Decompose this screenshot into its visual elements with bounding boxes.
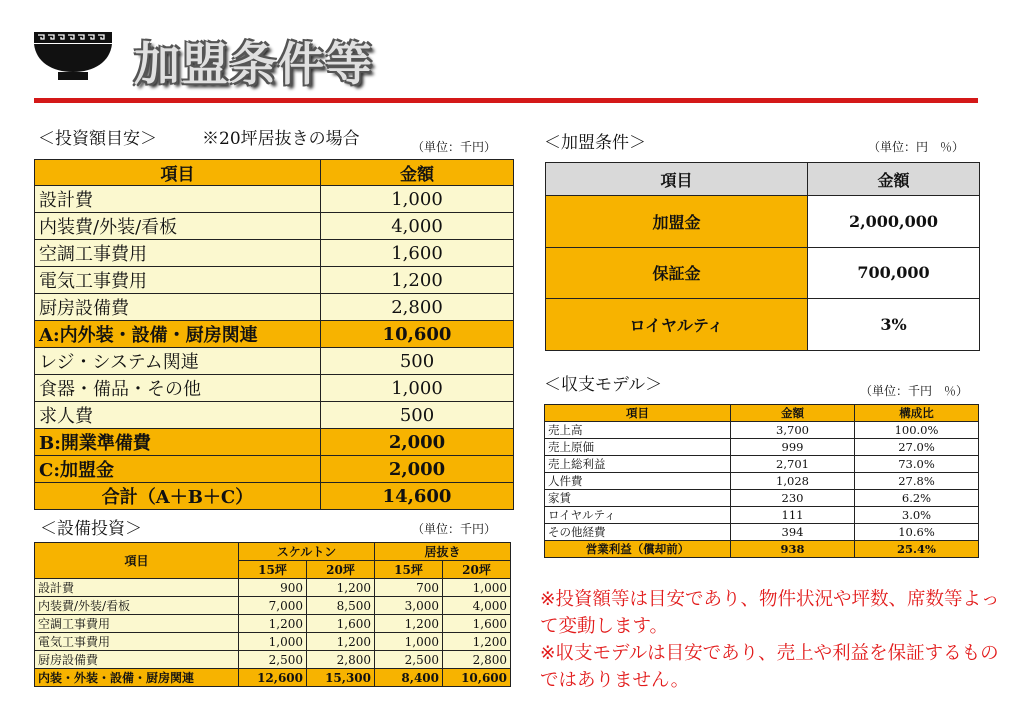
- row-label: 売上原価: [545, 439, 731, 456]
- row-label: 売上総利益: [545, 456, 731, 473]
- footer-amount: 938: [731, 541, 855, 558]
- row-label: 食器・備品・その他: [35, 375, 321, 402]
- column-header-item: 項目: [35, 543, 239, 579]
- table-row: [35, 651, 511, 669]
- row-amount: 2,000,000: [808, 196, 980, 248]
- table-total-row: [35, 669, 511, 687]
- row-ratio: 27.8%: [855, 473, 979, 490]
- page-title: 加盟条件等: [134, 37, 374, 91]
- row-amount: 4,000: [321, 213, 514, 240]
- row-value: 700: [375, 579, 443, 597]
- row-ratio: 3.0%: [855, 507, 979, 524]
- conditions-unit: （単位：円 ％）: [868, 140, 965, 154]
- row-amount: 700,000: [808, 247, 980, 299]
- row-value: 2,800: [443, 651, 511, 669]
- row-label: C:加盟金: [35, 456, 321, 483]
- row-amount: 111: [731, 507, 855, 524]
- row-amount: 1,600: [321, 240, 514, 267]
- row-label: B:開業準備費: [35, 429, 321, 456]
- row-value: 1,600: [443, 615, 511, 633]
- row-label: 内装費/外装/看板: [35, 213, 321, 240]
- row-label: 家賃: [545, 490, 731, 507]
- table-row: [35, 186, 514, 213]
- table-row: [35, 483, 514, 510]
- table-row: [35, 597, 511, 615]
- row-value: 900: [239, 579, 307, 597]
- row-value: 4,000: [443, 597, 511, 615]
- table-footer-row: [545, 541, 979, 558]
- table-header-row: [545, 405, 979, 422]
- table-header-row: [35, 160, 514, 186]
- row-amount: 2,000: [321, 429, 514, 456]
- row-label: 保証金: [546, 247, 808, 299]
- table-row: [545, 422, 979, 439]
- table-row: [35, 402, 514, 429]
- row-value: 2,500: [239, 651, 307, 669]
- title-underline: [34, 98, 978, 103]
- column-subheader: 20坪: [443, 561, 511, 579]
- table-row: [35, 579, 511, 597]
- row-amount: 1,000: [321, 186, 514, 213]
- column-header-amount: 金額: [321, 160, 514, 186]
- table-row: [545, 439, 979, 456]
- footer-ratio: 25.4%: [855, 541, 979, 558]
- note-income: ※収支モデルは目安であり、売上や利益を保証するものではありません。: [540, 643, 999, 691]
- row-amount: 3,700: [731, 422, 855, 439]
- total-label: 内装・外装・設備・厨房関連: [35, 669, 239, 687]
- table-row: [545, 507, 979, 524]
- table-row: [35, 633, 511, 651]
- row-label: ロイヤルティ: [545, 507, 731, 524]
- row-amount: 2,800: [321, 294, 514, 321]
- row-label: A:内外装・設備・厨房関連: [35, 321, 321, 348]
- row-amount: 500: [321, 402, 514, 429]
- column-header-item: 項目: [546, 163, 808, 196]
- table-row: [546, 247, 980, 299]
- table-row: [35, 456, 514, 483]
- row-label: 内装費/外装/看板: [35, 597, 239, 615]
- income-heading: ＜収支モデル＞: [544, 375, 663, 395]
- row-label: 厨房設備費: [35, 294, 321, 321]
- column-header-amount: 金額: [808, 163, 980, 196]
- table-row: [35, 615, 511, 633]
- row-amount: 14,600: [321, 483, 514, 510]
- row-label: その他経費: [545, 524, 731, 541]
- row-value: 3,000: [375, 597, 443, 615]
- row-label: 設計費: [35, 579, 239, 597]
- row-label: 合計（A＋B＋C）: [35, 483, 321, 510]
- row-value: 1,200: [307, 633, 375, 651]
- column-header-ratio: 構成比: [855, 405, 979, 422]
- table-row: [545, 524, 979, 541]
- ramen-bowl-icon: [32, 30, 114, 82]
- row-amount: 3%: [808, 299, 980, 351]
- table-header-row: [546, 163, 980, 196]
- table-row: [545, 456, 979, 473]
- table-row: [35, 240, 514, 267]
- row-ratio: 73.0%: [855, 456, 979, 473]
- row-amount: 2,701: [731, 456, 855, 473]
- investment-heading: ＜投資額目安＞: [38, 129, 157, 149]
- row-label: 厨房設備費: [35, 651, 239, 669]
- table-row: [545, 490, 979, 507]
- income-table: [544, 404, 979, 558]
- row-ratio: 6.2%: [855, 490, 979, 507]
- column-subheader: 15坪: [239, 561, 307, 579]
- table-row: [546, 299, 980, 351]
- row-label: 電気工事費用: [35, 633, 239, 651]
- row-value: 1,200: [307, 579, 375, 597]
- row-label: レジ・システム関連: [35, 348, 321, 375]
- table-row: [35, 429, 514, 456]
- row-value: 1,200: [239, 615, 307, 633]
- row-value: 8,500: [307, 597, 375, 615]
- row-amount: 10,600: [321, 321, 514, 348]
- investment-note: ※20坪居抜きの場合: [202, 129, 360, 149]
- total-value: 15,300: [307, 669, 375, 687]
- row-value: 1,600: [307, 615, 375, 633]
- row-amount: 2,000: [321, 456, 514, 483]
- row-amount: 1,028: [731, 473, 855, 490]
- row-amount: 1,000: [321, 375, 514, 402]
- row-label: 電気工事費用: [35, 267, 321, 294]
- equipment-unit: （単位：千円）: [412, 522, 497, 536]
- conditions-heading: ＜加盟条件＞: [544, 133, 646, 153]
- row-label: 売上高: [545, 422, 731, 439]
- row-value: 2,500: [375, 651, 443, 669]
- table-row: [35, 321, 514, 348]
- equipment-table: [34, 542, 511, 687]
- equipment-heading: ＜設備投資＞: [40, 519, 142, 539]
- table-row: [35, 348, 514, 375]
- table-row: [35, 213, 514, 240]
- row-amount: 394: [731, 524, 855, 541]
- row-value: 1,200: [443, 633, 511, 651]
- note-investment: ※投資額等は目安であり、物件状況や坪数、席数等よって変動します。: [540, 589, 1000, 637]
- column-header-item: 項目: [545, 405, 731, 422]
- income-unit: （単位：千円 ％）: [860, 384, 969, 398]
- row-ratio: 27.0%: [855, 439, 979, 456]
- row-value: 1,200: [375, 615, 443, 633]
- row-label: 空調工事費用: [35, 615, 239, 633]
- table-row: [35, 294, 514, 321]
- total-value: 8,400: [375, 669, 443, 687]
- row-value: 1,000: [443, 579, 511, 597]
- total-value: 10,600: [443, 669, 511, 687]
- row-ratio: 100.0%: [855, 422, 979, 439]
- row-label: 空調工事費用: [35, 240, 321, 267]
- column-group-skeleton: スケルトン: [239, 543, 375, 561]
- row-amount: 1,200: [321, 267, 514, 294]
- row-label: 加盟金: [546, 196, 808, 248]
- row-label: 人件費: [545, 473, 731, 490]
- row-label: 設計費: [35, 186, 321, 213]
- row-value: 2,800: [307, 651, 375, 669]
- row-amount: 230: [731, 490, 855, 507]
- total-value: 12,600: [239, 669, 307, 687]
- column-group-inuki: 居抜き: [375, 543, 511, 561]
- row-value: 1,000: [239, 633, 307, 651]
- column-header-amount: 金額: [731, 405, 855, 422]
- row-value: 1,000: [375, 633, 443, 651]
- table-row: [35, 267, 514, 294]
- row-label: ロイヤルティ: [546, 299, 808, 351]
- table-header-row: [35, 543, 511, 561]
- table-row: [546, 196, 980, 248]
- investment-unit: （単位：千円）: [412, 140, 497, 154]
- conditions-table: [545, 162, 980, 351]
- investment-table: [34, 159, 514, 510]
- row-amount: 500: [321, 348, 514, 375]
- footer-label: 営業利益（償却前）: [545, 541, 731, 558]
- row-ratio: 10.6%: [855, 524, 979, 541]
- table-row: [35, 375, 514, 402]
- row-value: 7,000: [239, 597, 307, 615]
- table-row: [545, 473, 979, 490]
- row-label: 求人費: [35, 402, 321, 429]
- column-subheader: 20坪: [307, 561, 375, 579]
- row-amount: 999: [731, 439, 855, 456]
- column-subheader: 15坪: [375, 561, 443, 579]
- column-header-item: 項目: [35, 160, 321, 186]
